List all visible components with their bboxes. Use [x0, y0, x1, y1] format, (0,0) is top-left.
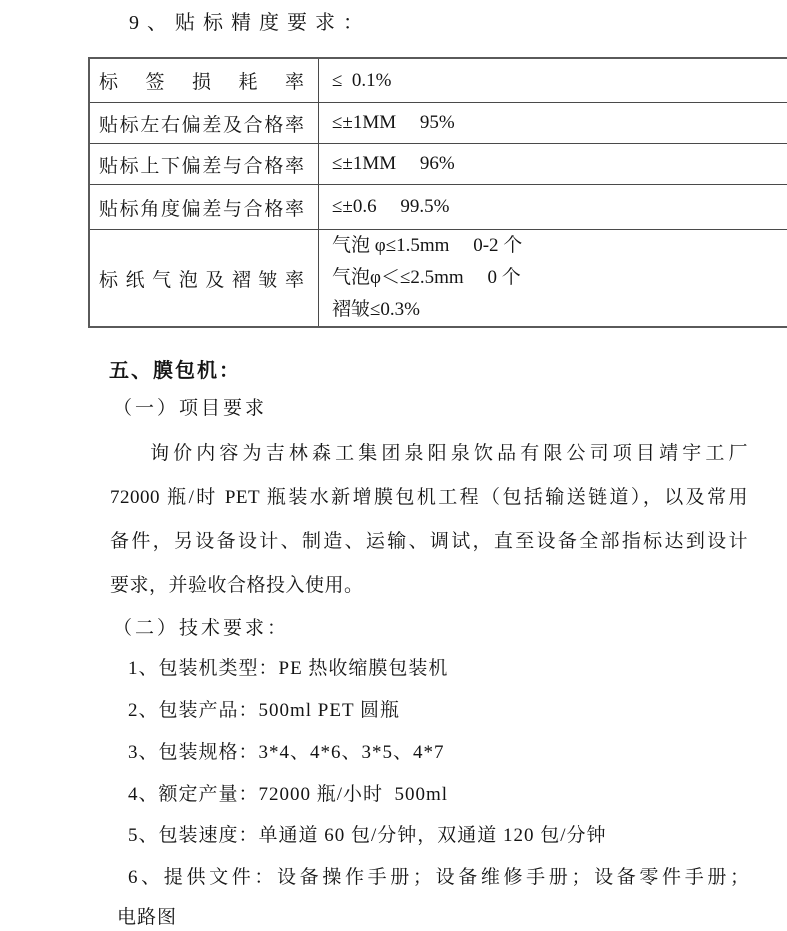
table-row [89, 58, 787, 103]
value-line: 气泡 φ≤1.5mm 0-2 个 [332, 230, 784, 262]
row-value [319, 230, 787, 328]
table-row [89, 185, 787, 230]
row-value: ≤±1MM 95% [319, 103, 787, 144]
value-line: 气泡φ＜≤2.5mm 0 个 [332, 262, 784, 294]
row-label: 标签损耗率 [89, 58, 319, 103]
section5-heading: 五、膜包机： [109, 354, 241, 383]
tech-item: 6、提供文件：设备操作手册；设备维修手册；设备零件手册； [128, 865, 750, 891]
tech-item: 2、包装产品：500ml PET 圆瓶 [128, 698, 750, 724]
paragraph-line: 要求，并验收合格投入使用。 [110, 573, 748, 599]
subsection1-heading: （一）项目要求 [113, 396, 267, 422]
label-precision-spec-table [88, 57, 787, 328]
table-row [89, 144, 787, 185]
row-label: 贴标左右偏差及合格率 [89, 103, 319, 144]
tech-item: 3、包装规格：3*4、4*6、3*5、4*7 [128, 740, 750, 766]
paragraph-line: 备件，另设备设计、制造、运输、调试，直至设备全部指标达到设计 [110, 529, 748, 555]
section9-heading: 9、贴标精度要求： [129, 6, 371, 35]
tech-item: 5、包装速度：单通道 60 包/分钟，双通道 120 包/分钟 [128, 823, 750, 849]
row-value: ≤±1MM 96% [319, 144, 787, 185]
tech-item: 4、额定产量：72000 瓶/小时 500ml [128, 782, 750, 808]
row-label: 贴标角度偏差与合格率 [89, 185, 319, 230]
subsection2-heading: （二）技术要求： [113, 616, 289, 642]
paragraph-line: 询价内容为吉林森工集团泉阳泉饮品有限公司项目靖宇工厂 [110, 441, 748, 467]
value-line: 褶皱≤0.3% [332, 294, 784, 326]
row-value: ≤ 0.1% [319, 58, 787, 103]
paragraph-line: 72000 瓶/时 PET 瓶装水新增膜包机工程（包括输送链道），以及常用 [110, 485, 748, 511]
row-value: ≤±0.6 99.5% [319, 185, 787, 230]
table-row [89, 230, 787, 328]
row-label: 标纸气泡及褶皱率 [89, 230, 319, 328]
tech-item-continuation: 电路图 [117, 905, 177, 931]
tech-item: 1、包装机类型：PE 热收缩膜包装机 [128, 656, 750, 682]
table-row [89, 103, 787, 144]
row-label: 贴标上下偏差与合格率 [89, 144, 319, 185]
